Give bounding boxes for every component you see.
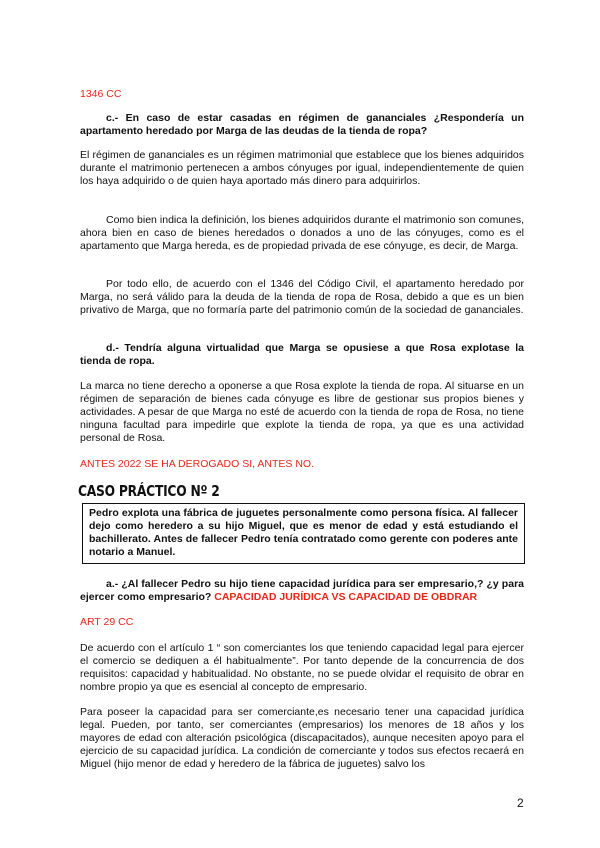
question-d: d.- Tendría alguna virtualidad que Marga se opusiese a que Rosa explotase la tienda de ropa. — [80, 342, 524, 367]
reference-art29: ART 29 CC — [80, 616, 134, 628]
paragraph-a-2: Para poseer la capacidad para ser comerciante,es necesario tener una capacidad jurídica legal. Pueden, por tanto, ser comerciantes (empresarios) los menores de 18 años y los mayores de edad con alteración psicológica (discapacitados), aunque necesiten apoyo para el ejercicio de su capacidad jurídica. La condición de comerciante y todos sus efectos recaerá en Miguel (hijo menor de edad y heredero de la fábrica de juguetes) salvo los — [80, 706, 524, 770]
paragraph-c-2: Como bien indica la definición, los bienes adquiridos durante el matrimonio son comunes, ahora bien en caso de bienes heredados o donados a uno de las cónyuges, como es el apartamento que Marga hereda, es de propiedad privada de ese cónyuge, es decir, de Marga. — [80, 214, 524, 252]
question-c: c.- En caso de estar casadas en régimen de gananciales ¿Respondería un apartamento heredado por Marga de las deudas de la tienda de ropa? — [80, 112, 524, 137]
case-title: CASO PRÁCTICO Nº 2 — [78, 482, 220, 500]
page-number: 2 — [517, 796, 524, 810]
note-derogado: ANTES 2022 SE HA DEROGADO SI, ANTES NO. — [80, 458, 314, 470]
question-a-text: a.- ¿Al fallecer Pedro su hijo tiene capacidad jurídica para ser empresario,? ¿y para ejercer como empresario? — [80, 578, 524, 603]
question-a — [80, 578, 524, 604]
paragraph-c-3: Por todo ello, de acuerdo con el 1346 del Código Civil, el apartamento heredado por Marga, no será válido para la deuda de la tienda de ropa de Rosa, debido a que es un bien privativo de Marga, que no formaría parte del patrimonio común de la sociedad de gananciales. — [80, 278, 524, 316]
paragraph-c-1: El régimen de gananciales es un régimen matrimonial que establece que los bienes adquiridos durante el matrimonio pertenecen a ambos cónyuges por igual, independientemente de quien los haya adquirido o de quien haya aportado más dinero para adquirirlos. — [80, 149, 524, 187]
paragraph-a-1: De acuerdo con el artículo 1 “ son comerciantes los que teniendo capacidad legal para ejercer el comercio se dediquen a él habitualmente”. Por tanto depende de la concurrencia de dos requisitos: capacidad y habitualidad. No obstante, no se puede olvidar el requisito de obrar en nombre propio ya que es esencial al concepto de empresario. — [80, 642, 524, 693]
case-statement-box — [82, 503, 525, 564]
paragraph-d-1: La marca no tiene derecho a oponerse a que Rosa explote la tienda de ropa. Al situarse en un régimen de separación de bienes cada cónyuge es libre de gestionar sus propios bienes y actividades. A pesar de que Marga no esté de acuerdo con la tienda de ropa de Rosa, no tiene ninguna facultad para impedirle que explote la tienda de ropa, ya que es una actividad personal de Rosa. — [80, 380, 524, 444]
reference-1346: 1346 CC — [80, 88, 122, 100]
question-a-highlight: CAPACIDAD JURÍDICA VS CAPACIDAD DE OBDRAR — [214, 591, 478, 603]
case-statement: Pedro explota una fábrica de juguetes personalmente como persona física. Al fallecer dejo como heredero a su hijo Miguel, que es menor de edad y está estudiando el bachillerato. Antes de fallecer Pedro tenía contratado como gerente con poderes ante notario a Manuel. — [89, 507, 518, 558]
